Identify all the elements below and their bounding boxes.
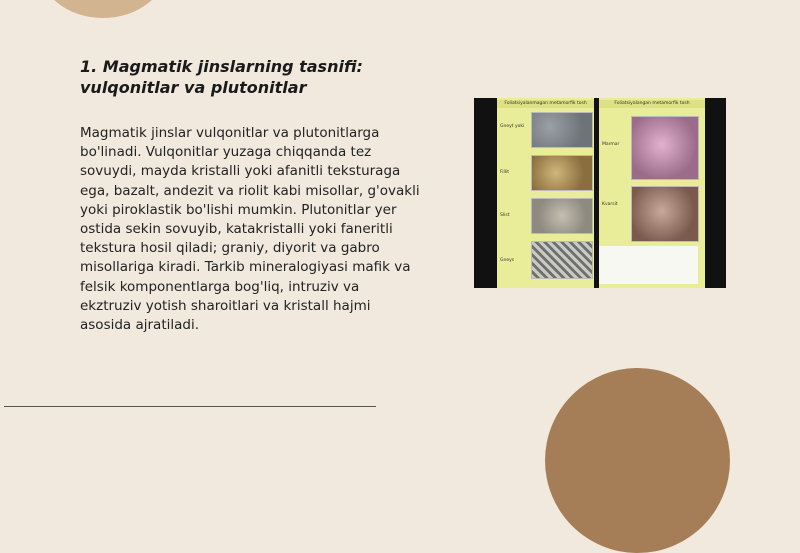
figure-left-panel: [497, 98, 594, 288]
slide-paragraph: Magmatik jinslar vulqonitlar va plutonitlarga bo'linadi. Vulqonitlar yuzaga chiqqanda tez sovuydi, mayda kristalli yoki afanitli teksturaga ega, bazalt, andezit va riolit kabi misollar, g'ovakli yoki piroklastik bo'lishi mumkin. Plutonitlar yer ostida sekin sovuyib, katakristalli yoki faneritli tekstura hosil qiladi; graniy, diyorit va gabro misollariga kiradi. Tarkib mineralogiyasi mafik va felsik komponentlarga bog'liq, intruziv va ekztruziv yotish sharoitlari va kristall hajmi asosida ajratiladi.: [80, 125, 420, 334]
blank-cell: [599, 246, 698, 284]
divider-line: [4, 406, 376, 407]
left-row-label: Fillit: [500, 170, 510, 175]
left-row-label: Gneys: [500, 258, 515, 263]
rock-sample-image: [531, 155, 593, 191]
right-panel-header: Foliatsiyalangan metamorfik tosh: [599, 100, 705, 108]
right-row-label: Marmar: [602, 142, 620, 147]
left-row-label: Gneyt yoki: [500, 124, 525, 129]
rock-sample-image: [531, 241, 593, 279]
decorative-circle-bottom: [545, 368, 730, 553]
rock-sample-image: [631, 116, 699, 180]
left-row-label: Slist: [500, 213, 510, 218]
left-panel-header: Foliatsiyalanmagan metamorfik tosh: [497, 100, 594, 108]
rock-sample-image: [531, 112, 593, 148]
decorative-circle-top: [38, 0, 168, 18]
slide-title: 1. Magmatik jinslarning tasnifi: vulqonitlar va plutonitlar: [80, 57, 363, 97]
figure-right-panel: [599, 98, 705, 288]
rock-sample-image: [631, 186, 699, 242]
rock-sample-image: [531, 198, 593, 234]
right-row-label: Kvarsit: [602, 202, 618, 207]
rock-samples-figure: [474, 98, 726, 288]
